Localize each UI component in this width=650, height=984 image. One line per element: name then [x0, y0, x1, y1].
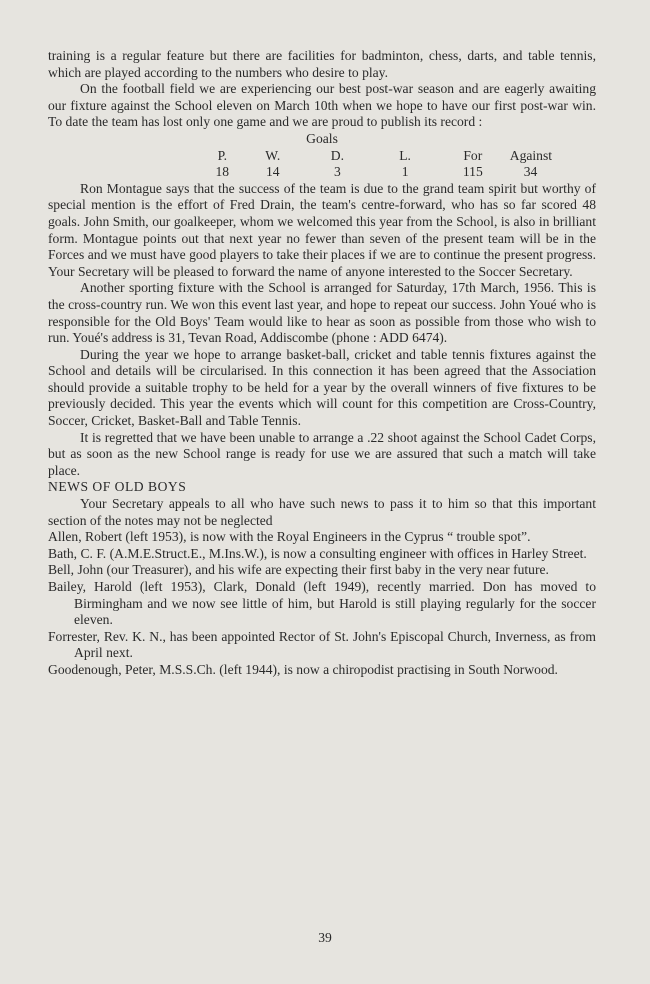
record-header-for: For — [463, 147, 483, 163]
news-entry: Allen, Robert (left 1953), is now with the Royal Engineers in the Cyprus “ trouble spot”. — [48, 529, 531, 545]
record-header-against: Against — [509, 147, 553, 163]
record-value-for: 115 — [462, 164, 483, 180]
news-entry: Bath, C. F. (A.M.E.Struct.E., M.Ins.W.), is now a consulting engineer with offices in Harley Street. — [48, 545, 587, 561]
news-entry: Goodenough, Peter, M.S.S.Ch. (left 1944), is now a chiropodist practising in South Norwood. — [48, 661, 558, 677]
record-caption-row — [48, 131, 596, 148]
record-header-row — [48, 148, 596, 165]
football-record-table — [48, 131, 596, 181]
news-entry: Bell, John (our Treasurer), and his wife are expecting their first baby in the very near future. — [48, 562, 549, 578]
news-entry: Bailey, Harold (left 1953), Clark, Donald (left 1949), recently married. Don has moved to Birmingham and we now see little of him, but Harold is still playing regularly for the soccer eleven. — [48, 579, 596, 628]
paragraph-team-spirit: Ron Montague says that the success of the team is due to the grand team spirit but worthy of special mention is the effort of Fred Drain, the team's centre-forward, who has so far scored 48 goals. John Smith, our goalkeeper, whom we welcomed this year from the School, is also in brilliant form. Montague points out that next year no fewer than seven of the present team will be in the Forces and we must have good players to take their places if we are to continue the present progress. Your Secretary will be pleased to forward the name of anyone interested to the Soccer Secretary. — [48, 180, 596, 279]
record-header-lost: L. — [399, 147, 411, 163]
record-value-lost: 1 — [401, 164, 409, 180]
section-intro: Your Secretary appeals to all who have such news to pass it to him so that this important section of the notes may not be neglected — [48, 496, 596, 528]
page-number: 39 — [318, 930, 332, 945]
paragraph-shoot: It is regretted that we have been unable to arrange a .22 shoot against the School Cadet Corps, but as soon as the new School range is ready for use we are assured that such a match will take place. — [48, 429, 596, 478]
paragraph-cross-country: Another sporting fixture with the School is arranged for Saturday, 17th March, 1956. This is the cross-country run. We won this event last year, and hope to repeat our success. John Youé who is responsible for the Old Boys' Team would like to hear as soon as possible from those who wish to run. Youé's address is 31, Tevan Road, Addiscombe (phone : ADD 6474). — [48, 280, 596, 346]
record-value-drawn: 3 — [333, 164, 341, 180]
paragraph-football: On the football field we are experiencing our best post-war season and are eagerly awaiting our fixture against the School eleven on March 10th when we hope to have our first post-war win. To date the team has lost only one game and we are proud to publish its record : — [48, 81, 596, 130]
record-value-against: 34 — [523, 164, 538, 180]
record-value-won: 14 — [265, 164, 280, 180]
record-header-won: W. — [265, 147, 281, 163]
record-header-drawn: D. — [330, 147, 344, 163]
news-entry: Forrester, Rev. K. N., has been appointed Rector of St. John's Episcopal Church, Inverness, as from April next. — [48, 628, 596, 661]
record-value-played: 18 — [215, 164, 230, 180]
goals-caption: Goals — [306, 130, 338, 146]
paragraph-recreation: training is a regular feature but there are facilities for badminton, chess, darts, and table tennis, which are played according to the numbers who desire to play. — [48, 48, 596, 80]
section-heading: NEWS OF OLD BOYS — [48, 479, 187, 495]
record-header-played: P. — [217, 147, 228, 163]
paragraph-fixtures: During the year we hope to arrange basket-ball, cricket and table tennis fixtures against the School and details will be circularised. In this connection it has been agreed that the Association should provide a suitable trophy to be held for a year by the overall winners of five fixtures to be previously decided. This year the events which will count for this competition are Cross-Country, Soccer, Cricket, Basket-Ball and Table Tennis. — [48, 346, 596, 429]
record-value-row — [48, 164, 596, 181]
